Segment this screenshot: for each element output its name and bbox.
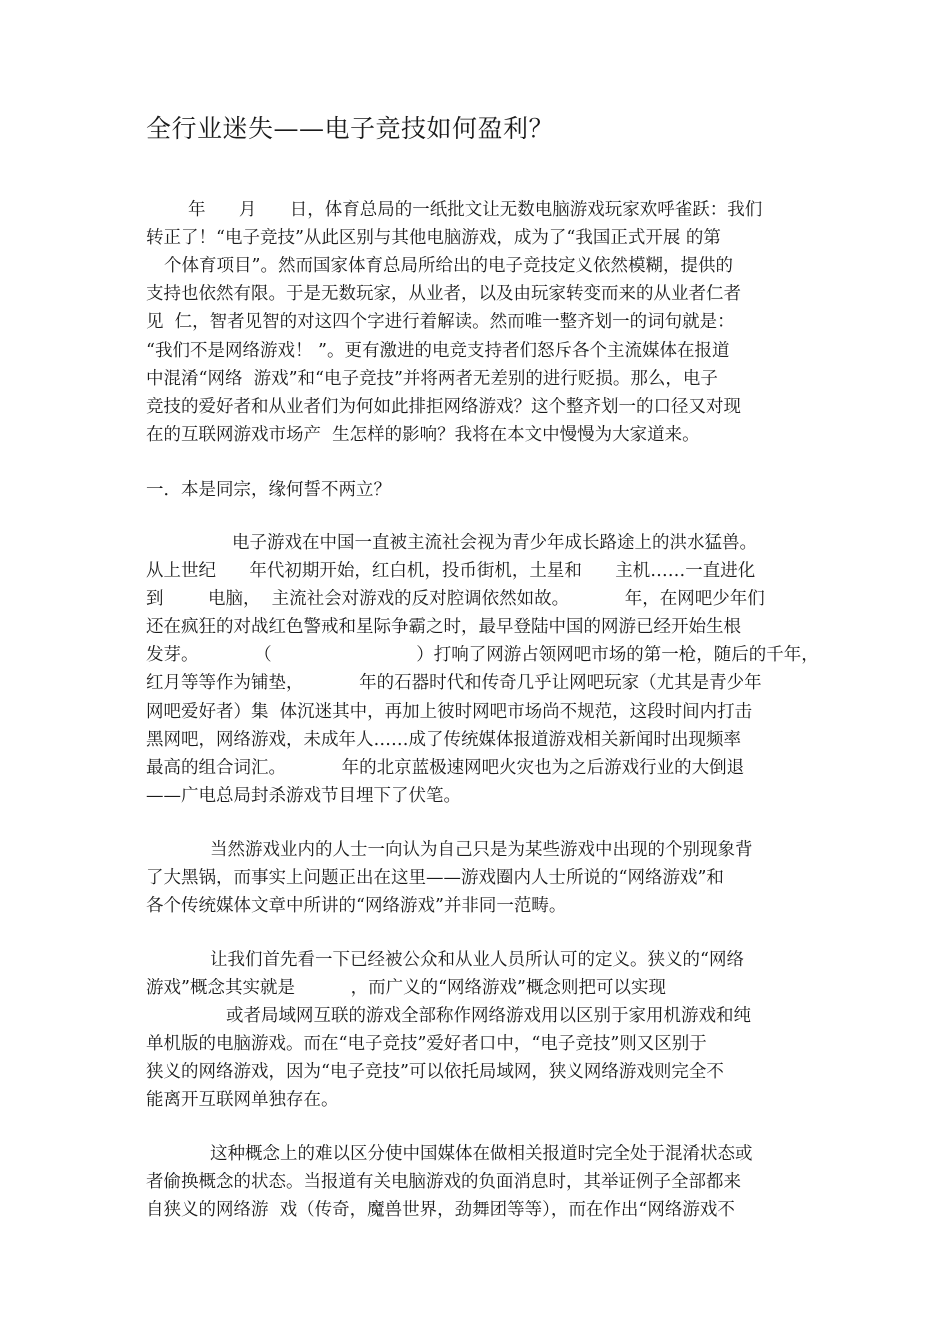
text-line: 黑网吧，网络游戏，未成年人……成了传统媒体报道游戏相关新闻时出现频率	[146, 730, 741, 750]
text-line: 了大黑锅，而事实上问题正出在这里——游戏圈内人士所说的“网络游戏”和	[146, 868, 724, 888]
text-line: 从上世纪 年代初期开始，红白机，投币街机，土星和 主机……一直进化	[146, 561, 756, 581]
text-line: ——广电总局封杀游戏节目埋下了伏笔。	[146, 786, 461, 806]
text-line: 个体育项目”。然而国家体育总局所给出的电子竞技定义依然模糊，提供的	[164, 256, 733, 276]
text-line: 中混淆“网络 游戏”和“电子竞技”并将两者无差别的进行贬损。那么，电子	[146, 369, 718, 389]
text-line: 年 月 日，体育总局的一纸批文让无数电脑游戏玩家欢呼雀跃：我们	[188, 200, 763, 220]
text-line: 发芽。 （ ）打响了网游占领网吧市场的第一枪，随后的千年，	[146, 645, 819, 665]
text-line: 让我们首先看一下已经被公众和从业人员所认可的定义。狭义的“网络	[210, 950, 744, 970]
text-line: 能离开互联网单独存在。	[146, 1090, 339, 1110]
text-line: 者偷换概念的状态。当报道有关电脑游戏的负面消息时，其举证例子全部都来	[146, 1172, 741, 1192]
text-line: 狭义的网络游戏，因为“电子竞技”可以依托局域网，狭义网络游戏则完全不	[146, 1062, 724, 1082]
text-line: 电子游戏在中国一直被主流社会视为青少年成长路途上的洪水猛兽。	[232, 533, 757, 553]
text-line: 见 仁，智者见智的对这四个字进行着解读。然而唯一整齐划一的词句就是：	[146, 312, 735, 332]
page-title: 全行业迷失——电子竞技如何盈利？	[146, 114, 555, 143]
text-line: 到 电脑， 主流社会对游戏的反对腔调依然如故。 年，在网吧少年们	[146, 589, 765, 609]
text-line: 这种概念上的难以区分使中国媒体在做相关报道时完全处于混淆状态或	[210, 1144, 753, 1164]
text-line: 各个传统媒体文章中所讲的“网络游戏”并非同一范畴。	[146, 896, 567, 916]
section-heading: 一．本是同宗，缘何誓不两立？	[146, 480, 391, 500]
text-line: 支持也依然有限。于是无数玩家，从业者，以及由玩家转变而来的从业者仁者	[146, 284, 741, 304]
text-line: “我们不是网络游戏！ ”。更有激进的电竞支持者们怒斥各个主流媒体在报道	[146, 341, 730, 361]
text-line: 或者局域网互联的游戏全部称作网络游戏用以区别于家用机游戏和纯	[226, 1006, 751, 1026]
text-line: 最高的组合词汇。 年的北京蓝极速网吧火灾也为之后游戏行业的大倒退	[146, 758, 745, 778]
text-line: 在的互联网游戏市场产 生怎样的影响？我将在本文中慢慢为大家道来。	[146, 425, 700, 445]
text-line: 单机版的电脑游戏。而在“电子竞技”爱好者口中，“电子竞技”则又区别于	[146, 1034, 707, 1054]
text-line: 当然游戏业内的人士一向认为自己只是为某些游戏中出现的个别现象背	[210, 840, 753, 860]
text-line: 还在疯狂的对战红色警戒和星际争霸之时，最早登陆中国的网游已经开始生根	[146, 617, 741, 637]
text-line: 红月等等作为铺垫， 年的石器时代和传奇几乎让网吧玩家（尤其是青少年	[146, 673, 762, 693]
text-line: 游戏”概念其实就是 ，而广义的“网络游戏”概念则把可以实现	[146, 978, 666, 998]
text-line: 网吧爱好者）集 体沉迷其中，再加上彼时网吧市场尚不规范，这段时间内打击	[146, 702, 753, 722]
text-line: 竞技的爱好者和从业者们为何如此排拒网络游戏？这个整齐划一的口径又对现	[146, 397, 741, 417]
text-line: 自狭义的网络游 戏（传奇，魔兽世界，劲舞团等等），而在作出“网络游戏不	[146, 1200, 735, 1220]
text-line: 转正了！“电子竞技”从此区别与其他电脑游戏，成为了“我国正式开展 的第	[146, 228, 721, 248]
